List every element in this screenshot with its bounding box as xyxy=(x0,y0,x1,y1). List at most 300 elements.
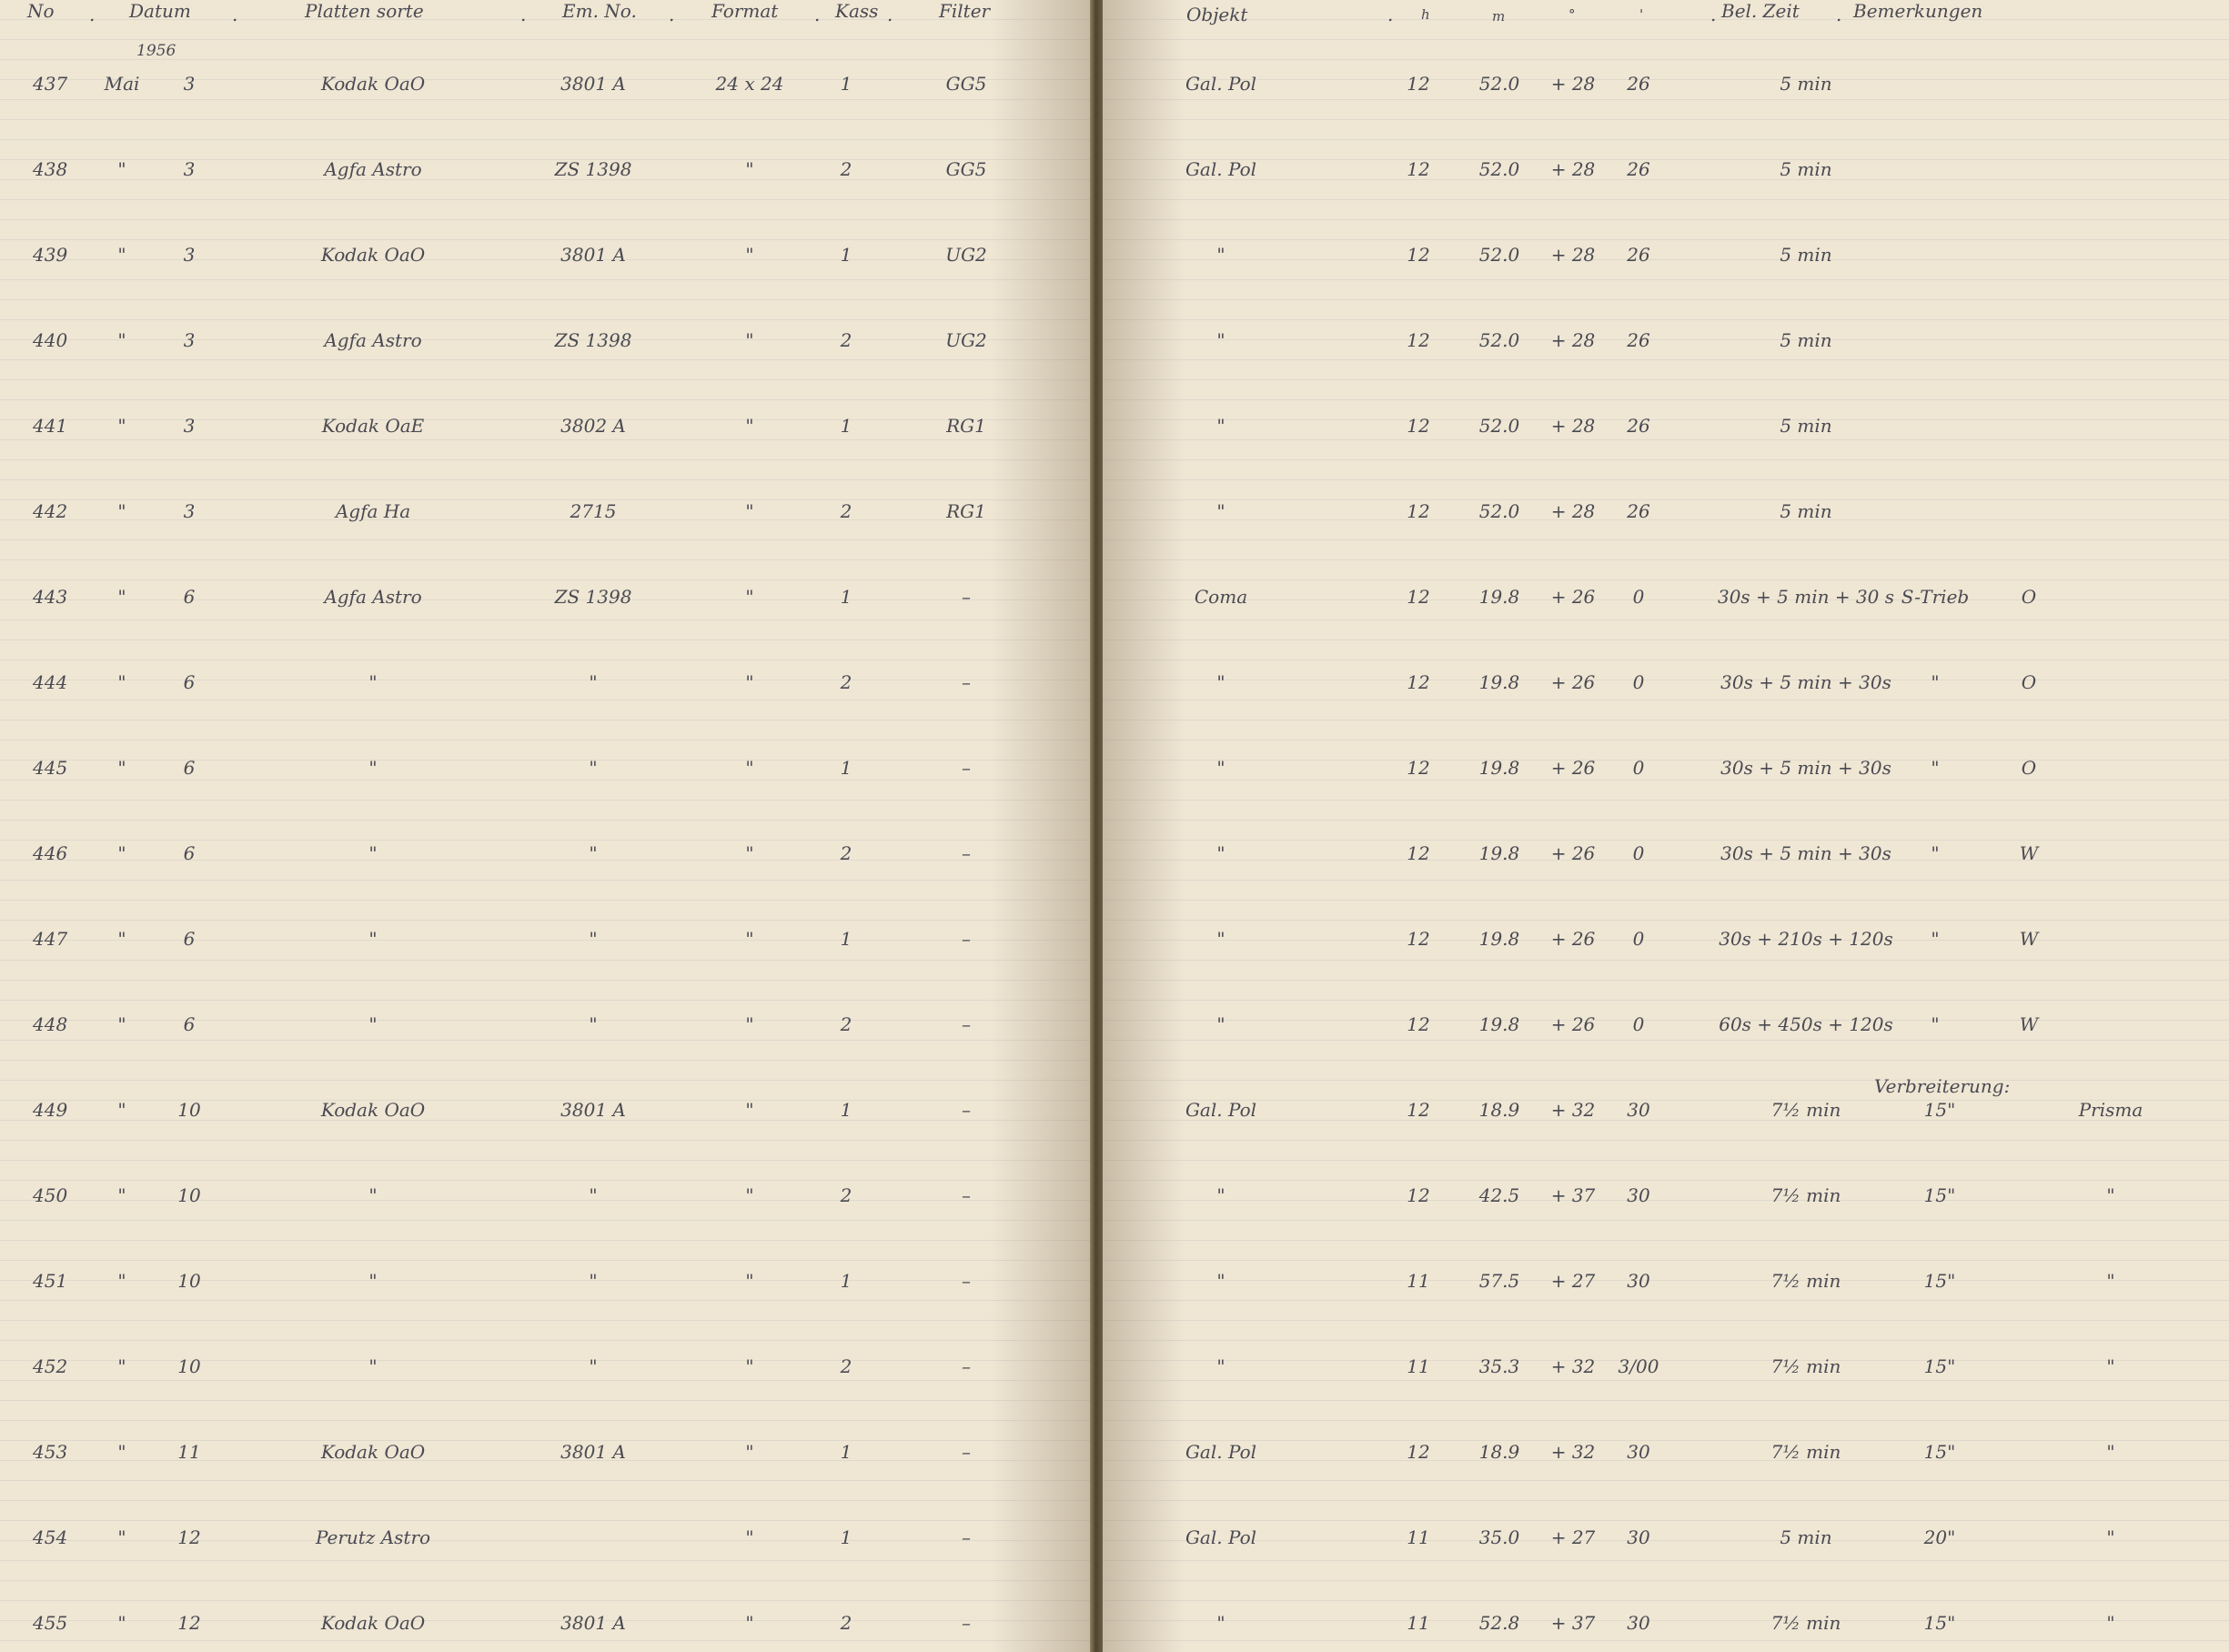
entry-cassette: 2 xyxy=(840,158,852,180)
entry-format: " xyxy=(745,1355,754,1377)
entry-plate-type: Kodak OaO xyxy=(320,244,426,266)
entry-dec-arcmin: 0 xyxy=(1632,842,1645,864)
entry-no: 438 xyxy=(33,158,68,180)
entry-month: " xyxy=(117,1270,126,1292)
entry-cassette: 2 xyxy=(840,500,852,522)
header-objekt: Objekt xyxy=(1186,4,1248,25)
entry-ra-minutes: 19.8 xyxy=(1478,671,1520,693)
entry-day: 12 xyxy=(177,1526,201,1548)
entry-format: " xyxy=(745,158,754,180)
entry-ra-hours: 12 xyxy=(1407,842,1430,864)
entry-cassette: 1 xyxy=(840,928,852,950)
entry-no: 449 xyxy=(33,1099,68,1121)
entry-day: 3 xyxy=(183,415,196,437)
entry-dec-degrees: + 26 xyxy=(1550,842,1596,864)
entry-cassette: 1 xyxy=(840,244,852,266)
entry-ra-minutes: 19.8 xyxy=(1478,1013,1520,1035)
entry-remark-code: " xyxy=(2106,1355,2115,1377)
entry-object: " xyxy=(1216,757,1225,779)
entry-ra-minutes: 35.0 xyxy=(1478,1526,1520,1548)
entry-emulsion-no: 3801 A xyxy=(560,1099,626,1121)
entry-ra-hours: 12 xyxy=(1407,73,1430,95)
entry-exposure-time: 7½ min xyxy=(1770,1099,1841,1121)
entry-month: " xyxy=(117,329,126,351)
entry-dec-arcmin: 0 xyxy=(1632,928,1645,950)
entry-ra-hours: 12 xyxy=(1407,586,1430,608)
entry-format: " xyxy=(745,500,754,522)
entry-no: 446 xyxy=(33,842,68,864)
entry-object: " xyxy=(1216,1013,1225,1035)
entry-filter: – xyxy=(962,1441,971,1463)
entry-cassette: 1 xyxy=(840,1441,852,1463)
entry-emulsion-no: 3802 A xyxy=(560,415,626,437)
header-bemerkungen: Bemerkungen xyxy=(1853,0,1983,22)
entry-filter: – xyxy=(962,671,971,693)
header-arcmin: ' xyxy=(1639,6,1644,23)
entry-ra-minutes: 19.8 xyxy=(1478,842,1520,864)
entry-object: " xyxy=(1216,928,1225,950)
entry-format: " xyxy=(745,244,754,266)
entry-month: " xyxy=(117,928,126,950)
entry-emulsion-no: " xyxy=(589,1013,598,1035)
entry-ra-hours: 11 xyxy=(1407,1270,1430,1292)
entry-dec-degrees: + 28 xyxy=(1550,329,1596,351)
entry-plate-type: Agfa Ha xyxy=(335,500,411,522)
entry-dec-arcmin: 26 xyxy=(1627,329,1650,351)
header-datum: Datum xyxy=(129,0,191,22)
header-separator: . xyxy=(1710,4,1717,25)
entry-format: " xyxy=(745,1526,754,1548)
entry-dec-degrees: + 28 xyxy=(1550,158,1596,180)
entry-ra-hours: 12 xyxy=(1407,1099,1430,1121)
header-separator: . xyxy=(232,4,238,25)
entry-format: " xyxy=(745,1441,754,1463)
entry-filter: – xyxy=(962,757,971,779)
gutter-shadow-right xyxy=(1103,0,1185,1652)
entry-plate-type: Agfa Astro xyxy=(324,586,422,608)
entry-day: 6 xyxy=(183,1013,196,1035)
entry-month: " xyxy=(117,1013,126,1035)
entry-dec-arcmin: 26 xyxy=(1627,158,1650,180)
entry-exposure-time: 30s + 5 min + 30s xyxy=(1720,757,1891,779)
entry-broadening: 15" xyxy=(1923,1612,1956,1634)
entry-remark: " xyxy=(1931,842,1940,864)
header-year: 1956 xyxy=(136,42,177,60)
entry-ra-hours: 11 xyxy=(1407,1612,1430,1634)
entry-filter: – xyxy=(962,1355,971,1377)
entry-filter: – xyxy=(962,1270,971,1292)
entry-cassette: 1 xyxy=(840,757,852,779)
entry-month: " xyxy=(117,244,126,266)
entry-object: Gal. Pol xyxy=(1185,1526,1257,1548)
entry-ra-minutes: 18.9 xyxy=(1478,1441,1520,1463)
entry-emulsion-no: " xyxy=(589,671,598,693)
entry-month: " xyxy=(117,1099,126,1121)
left-page xyxy=(0,0,1090,1652)
entry-ra-minutes: 52.0 xyxy=(1478,73,1520,95)
entry-ra-minutes: 52.0 xyxy=(1478,329,1520,351)
entry-emulsion-no: 3801 A xyxy=(560,244,626,266)
entry-ra-minutes: 19.8 xyxy=(1478,586,1520,608)
entry-ra-hours: 12 xyxy=(1407,757,1430,779)
entry-no: 447 xyxy=(33,928,68,950)
entry-day: 3 xyxy=(183,244,196,266)
entry-exposure-time: 30s + 5 min + 30s xyxy=(1720,671,1891,693)
entry-day: 6 xyxy=(183,928,196,950)
entry-emulsion-no: 3801 A xyxy=(560,1612,626,1634)
entry-ra-minutes: 42.5 xyxy=(1478,1184,1520,1206)
entry-no: 443 xyxy=(33,586,68,608)
entry-filter: – xyxy=(962,1612,971,1634)
header-separator: . xyxy=(814,4,821,25)
entry-plate-type: " xyxy=(368,757,378,779)
entry-dec-degrees: + 28 xyxy=(1550,500,1596,522)
entry-remark-code: Prisma xyxy=(2078,1099,2143,1121)
entry-cassette: 1 xyxy=(840,73,852,95)
entry-day: 6 xyxy=(183,842,196,864)
entry-dec-arcmin: 0 xyxy=(1632,1013,1645,1035)
entry-remark: " xyxy=(1931,928,1940,950)
entry-month: " xyxy=(117,842,126,864)
entry-filter: RG1 xyxy=(946,415,986,437)
entry-dec-degrees: + 26 xyxy=(1550,1013,1596,1035)
entry-object: " xyxy=(1216,842,1225,864)
entry-ra-minutes: 52.0 xyxy=(1478,500,1520,522)
entry-dec-degrees: + 37 xyxy=(1550,1612,1596,1634)
entry-remark: S-Trieb xyxy=(1901,586,1970,608)
entry-plate-type: " xyxy=(368,1270,378,1292)
entry-dec-degrees: + 37 xyxy=(1550,1184,1596,1206)
entry-dec-degrees: + 26 xyxy=(1550,928,1596,950)
entry-dec-degrees: + 32 xyxy=(1550,1441,1596,1463)
entry-exposure-time: 30s + 5 min + 30 s xyxy=(1717,586,1895,608)
entry-format: " xyxy=(745,928,754,950)
entry-emulsion-no: " xyxy=(589,1355,598,1377)
entry-month: Mai xyxy=(104,73,140,95)
entry-dec-arcmin: 26 xyxy=(1627,73,1650,95)
entry-cassette: 1 xyxy=(840,415,852,437)
entry-ra-hours: 12 xyxy=(1407,158,1430,180)
entry-format: " xyxy=(745,842,754,864)
entry-cassette: 1 xyxy=(840,1099,852,1121)
book-gutter xyxy=(1090,0,1103,1652)
entry-remark-code: " xyxy=(2106,1184,2115,1206)
entry-exposure-time: 30s + 210s + 120s xyxy=(1719,928,1893,950)
right-page xyxy=(1103,0,2229,1652)
entry-plate-type: Agfa Astro xyxy=(324,329,422,351)
entry-exposure-time: 5 min xyxy=(1780,415,1832,437)
entry-remark-code: " xyxy=(2106,1526,2115,1548)
entry-cassette: 2 xyxy=(840,1184,852,1206)
header-separator: . xyxy=(887,4,893,25)
entry-month: " xyxy=(117,415,126,437)
entry-exposure-time: 5 min xyxy=(1780,158,1832,180)
entry-day: 10 xyxy=(177,1270,201,1292)
header-separator: . xyxy=(89,4,96,25)
entry-dec-arcmin: 30 xyxy=(1627,1526,1650,1548)
entry-object: Gal. Pol xyxy=(1185,73,1257,95)
entry-format: " xyxy=(745,586,754,608)
header-filter: Filter xyxy=(939,0,991,22)
entry-ra-hours: 12 xyxy=(1407,329,1430,351)
entry-remark-code: O xyxy=(2021,757,2037,779)
entry-no: 452 xyxy=(33,1355,68,1377)
entry-object: " xyxy=(1216,329,1225,351)
entry-month: " xyxy=(117,500,126,522)
entry-no: 455 xyxy=(33,1612,68,1634)
entry-plate-type: " xyxy=(368,1355,378,1377)
entry-ra-minutes: 57.5 xyxy=(1478,1270,1520,1292)
entry-exposure-time: 60s + 450s + 120s xyxy=(1719,1013,1893,1035)
entry-emulsion-no: " xyxy=(589,842,598,864)
entry-emulsion-no: ZS 1398 xyxy=(554,586,632,608)
entry-cassette: 2 xyxy=(840,1612,852,1634)
entry-object: " xyxy=(1216,1355,1225,1377)
header-m: m xyxy=(1492,8,1506,25)
entry-ra-hours: 12 xyxy=(1407,928,1430,950)
entry-cassette: 2 xyxy=(840,671,852,693)
entry-filter: – xyxy=(962,842,971,864)
entry-cassette: 1 xyxy=(840,1270,852,1292)
entry-dec-arcmin: 30 xyxy=(1627,1099,1650,1121)
entry-filter: UG2 xyxy=(945,244,987,266)
entry-exposure-time: 7½ min xyxy=(1770,1184,1841,1206)
gutter-shadow-left xyxy=(990,0,1090,1652)
entry-no: 441 xyxy=(33,415,68,437)
entry-object: " xyxy=(1216,1612,1225,1634)
entry-ra-minutes: 19.8 xyxy=(1478,757,1520,779)
header-separator: . xyxy=(669,4,675,25)
entry-dec-degrees: + 28 xyxy=(1550,415,1596,437)
entry-object: " xyxy=(1216,415,1225,437)
entry-format: " xyxy=(745,1099,754,1121)
entry-no: 448 xyxy=(33,1013,68,1035)
entry-filter: RG1 xyxy=(946,500,986,522)
entry-dec-arcmin: 0 xyxy=(1632,671,1645,693)
entry-dec-arcmin: 30 xyxy=(1627,1184,1650,1206)
entry-object: " xyxy=(1216,244,1225,266)
entry-filter: GG5 xyxy=(945,73,987,95)
entry-emulsion-no: ZS 1398 xyxy=(554,158,632,180)
entry-remark: " xyxy=(1931,671,1940,693)
entry-plate-type: " xyxy=(368,1184,378,1206)
note-verbreiterung: Verbreiterung: xyxy=(1874,1075,2011,1097)
entry-ra-minutes: 19.8 xyxy=(1478,928,1520,950)
entry-plate-type: Kodak OaO xyxy=(320,1612,426,1634)
entry-dec-degrees: + 26 xyxy=(1550,586,1596,608)
entry-format: " xyxy=(745,415,754,437)
entry-day: 10 xyxy=(177,1184,201,1206)
entry-emulsion-no: " xyxy=(589,1184,598,1206)
header-no: No xyxy=(27,0,55,22)
entry-month: " xyxy=(117,1526,126,1548)
entry-filter: – xyxy=(962,1184,971,1206)
entry-dec-arcmin: 26 xyxy=(1627,415,1650,437)
entry-day: 11 xyxy=(177,1441,201,1463)
entry-cassette: 1 xyxy=(840,586,852,608)
entry-broadening: 20" xyxy=(1923,1526,1956,1548)
entry-filter: – xyxy=(962,1099,971,1121)
entry-remark: " xyxy=(1931,1013,1940,1035)
entry-month: " xyxy=(117,1441,126,1463)
entry-day: 3 xyxy=(183,73,196,95)
header-separator: . xyxy=(520,4,527,25)
entry-no: 451 xyxy=(33,1270,68,1292)
entry-emulsion-no: " xyxy=(589,928,598,950)
header-format: Format xyxy=(711,0,779,22)
entry-broadening: 15" xyxy=(1923,1355,1956,1377)
entry-object: Gal. Pol xyxy=(1185,1441,1257,1463)
entry-dec-degrees: + 28 xyxy=(1550,73,1596,95)
entry-filter: – xyxy=(962,586,971,608)
entry-filter: GG5 xyxy=(945,158,987,180)
entry-format: " xyxy=(745,757,754,779)
entry-filter: – xyxy=(962,1013,971,1035)
entry-format: " xyxy=(745,329,754,351)
entry-day: 10 xyxy=(177,1355,201,1377)
entry-dec-arcmin: 3/00 xyxy=(1618,1355,1659,1377)
entry-remark: " xyxy=(1931,757,1940,779)
entry-day: 10 xyxy=(177,1099,201,1121)
entry-filter: – xyxy=(962,928,971,950)
entry-dec-arcmin: 30 xyxy=(1627,1612,1650,1634)
entry-ra-minutes: 52.0 xyxy=(1478,244,1520,266)
entry-format: " xyxy=(745,1013,754,1035)
entry-exposure-time: 5 min xyxy=(1780,329,1832,351)
entry-dec-arcmin: 0 xyxy=(1632,757,1645,779)
entry-day: 3 xyxy=(183,500,196,522)
entry-remark-code: " xyxy=(2106,1270,2115,1292)
entry-dec-degrees: + 28 xyxy=(1550,244,1596,266)
entry-object: " xyxy=(1216,1270,1225,1292)
entry-ra-minutes: 52.0 xyxy=(1478,415,1520,437)
entry-dec-arcmin: 0 xyxy=(1632,586,1645,608)
entry-dec-degrees: + 26 xyxy=(1550,671,1596,693)
entry-plate-type: Kodak OaO xyxy=(320,1099,426,1121)
entry-dec-degrees: + 27 xyxy=(1550,1270,1596,1292)
entry-ra-hours: 12 xyxy=(1407,1013,1430,1035)
entry-object: " xyxy=(1216,500,1225,522)
entry-no: 437 xyxy=(33,73,68,95)
entry-plate-type: Perutz Astro xyxy=(315,1526,431,1548)
entry-object: " xyxy=(1216,1184,1225,1206)
entry-month: " xyxy=(117,757,126,779)
entry-month: " xyxy=(117,158,126,180)
entry-plate-type: " xyxy=(368,671,378,693)
entry-cassette: 2 xyxy=(840,1355,852,1377)
entry-emulsion-no: " xyxy=(589,757,598,779)
entry-exposure-time: 5 min xyxy=(1780,500,1832,522)
entry-exposure-time: 7½ min xyxy=(1770,1612,1841,1634)
entry-day: 6 xyxy=(183,671,196,693)
entry-broadening: 15" xyxy=(1923,1441,1956,1463)
entry-exposure-time: 7½ min xyxy=(1770,1270,1841,1292)
entry-format: " xyxy=(745,671,754,693)
entry-day: 6 xyxy=(183,586,196,608)
entry-no: 445 xyxy=(33,757,68,779)
entry-no: 442 xyxy=(33,500,68,522)
entry-exposure-time: 5 min xyxy=(1780,244,1832,266)
entry-dec-degrees: + 26 xyxy=(1550,757,1596,779)
entry-emulsion-no: 3801 A xyxy=(560,73,626,95)
entry-no: 440 xyxy=(33,329,68,351)
header-h: h xyxy=(1421,6,1430,23)
entry-no: 453 xyxy=(33,1441,68,1463)
entry-object: Gal. Pol xyxy=(1185,158,1257,180)
entry-ra-hours: 12 xyxy=(1407,244,1430,266)
entry-format: " xyxy=(745,1184,754,1206)
header-kass: Kass xyxy=(835,0,879,22)
entry-remark-code: " xyxy=(2106,1441,2115,1463)
entry-filter: UG2 xyxy=(945,329,987,351)
entry-dec-degrees: + 27 xyxy=(1550,1526,1596,1548)
entry-dec-arcmin: 26 xyxy=(1627,500,1650,522)
entry-dec-arcmin: 30 xyxy=(1627,1270,1650,1292)
header-em-no: Em. No. xyxy=(562,0,637,22)
header-plattensorte: Platten sorte xyxy=(305,0,424,22)
entry-no: 439 xyxy=(33,244,68,266)
entry-cassette: 2 xyxy=(840,842,852,864)
entry-month: " xyxy=(117,1355,126,1377)
entry-emulsion-no: 2715 xyxy=(570,500,617,522)
entry-month: " xyxy=(117,1612,126,1634)
entry-exposure-time: 7½ min xyxy=(1770,1355,1841,1377)
entry-plate-type: Kodak OaO xyxy=(320,73,426,95)
entry-dec-degrees: + 32 xyxy=(1550,1355,1596,1377)
entry-plate-type: Agfa Astro xyxy=(324,158,422,180)
entry-day: 3 xyxy=(183,158,196,180)
entry-month: " xyxy=(117,586,126,608)
entry-object: " xyxy=(1216,671,1225,693)
entry-emulsion-no: 3801 A xyxy=(560,1441,626,1463)
entry-no: 450 xyxy=(33,1184,68,1206)
entry-ra-hours: 12 xyxy=(1407,1441,1430,1463)
entry-no: 454 xyxy=(33,1526,68,1548)
entry-broadening: 15" xyxy=(1923,1270,1956,1292)
entry-day: 3 xyxy=(183,329,196,351)
entry-no: 444 xyxy=(33,671,68,693)
entry-remark-code: O xyxy=(2021,586,2037,608)
entry-cassette: 2 xyxy=(840,329,852,351)
entry-exposure-time: 30s + 5 min + 30s xyxy=(1720,842,1891,864)
entry-ra-minutes: 52.8 xyxy=(1478,1612,1520,1634)
header-deg: ° xyxy=(1568,6,1576,23)
header-separator: . xyxy=(1387,4,1394,25)
entry-remark-code: W xyxy=(2019,1013,2039,1035)
entry-broadening: 15" xyxy=(1923,1099,1956,1121)
entry-ra-hours: 12 xyxy=(1407,500,1430,522)
header-separator: . xyxy=(1836,4,1842,25)
entry-plate-type: " xyxy=(368,1013,378,1035)
entry-ra-hours: 12 xyxy=(1407,1184,1430,1206)
entry-ra-hours: 12 xyxy=(1407,415,1430,437)
entry-ra-minutes: 35.3 xyxy=(1478,1355,1520,1377)
entry-ra-minutes: 52.0 xyxy=(1478,158,1520,180)
entry-dec-arcmin: 26 xyxy=(1627,244,1650,266)
entry-ra-hours: 11 xyxy=(1407,1526,1430,1548)
entry-filter: – xyxy=(962,1526,971,1548)
entry-broadening: 15" xyxy=(1923,1184,1956,1206)
entry-remark-code: W xyxy=(2019,928,2039,950)
entry-object: Coma xyxy=(1194,586,1248,608)
entry-day: 12 xyxy=(177,1612,201,1634)
entry-remark-code: W xyxy=(2019,842,2039,864)
entry-exposure-time: 7½ min xyxy=(1770,1441,1841,1463)
entry-ra-hours: 11 xyxy=(1407,1355,1430,1377)
entry-remark-code: O xyxy=(2021,671,2037,693)
entry-format: " xyxy=(745,1612,754,1634)
entry-ra-hours: 12 xyxy=(1407,671,1430,693)
